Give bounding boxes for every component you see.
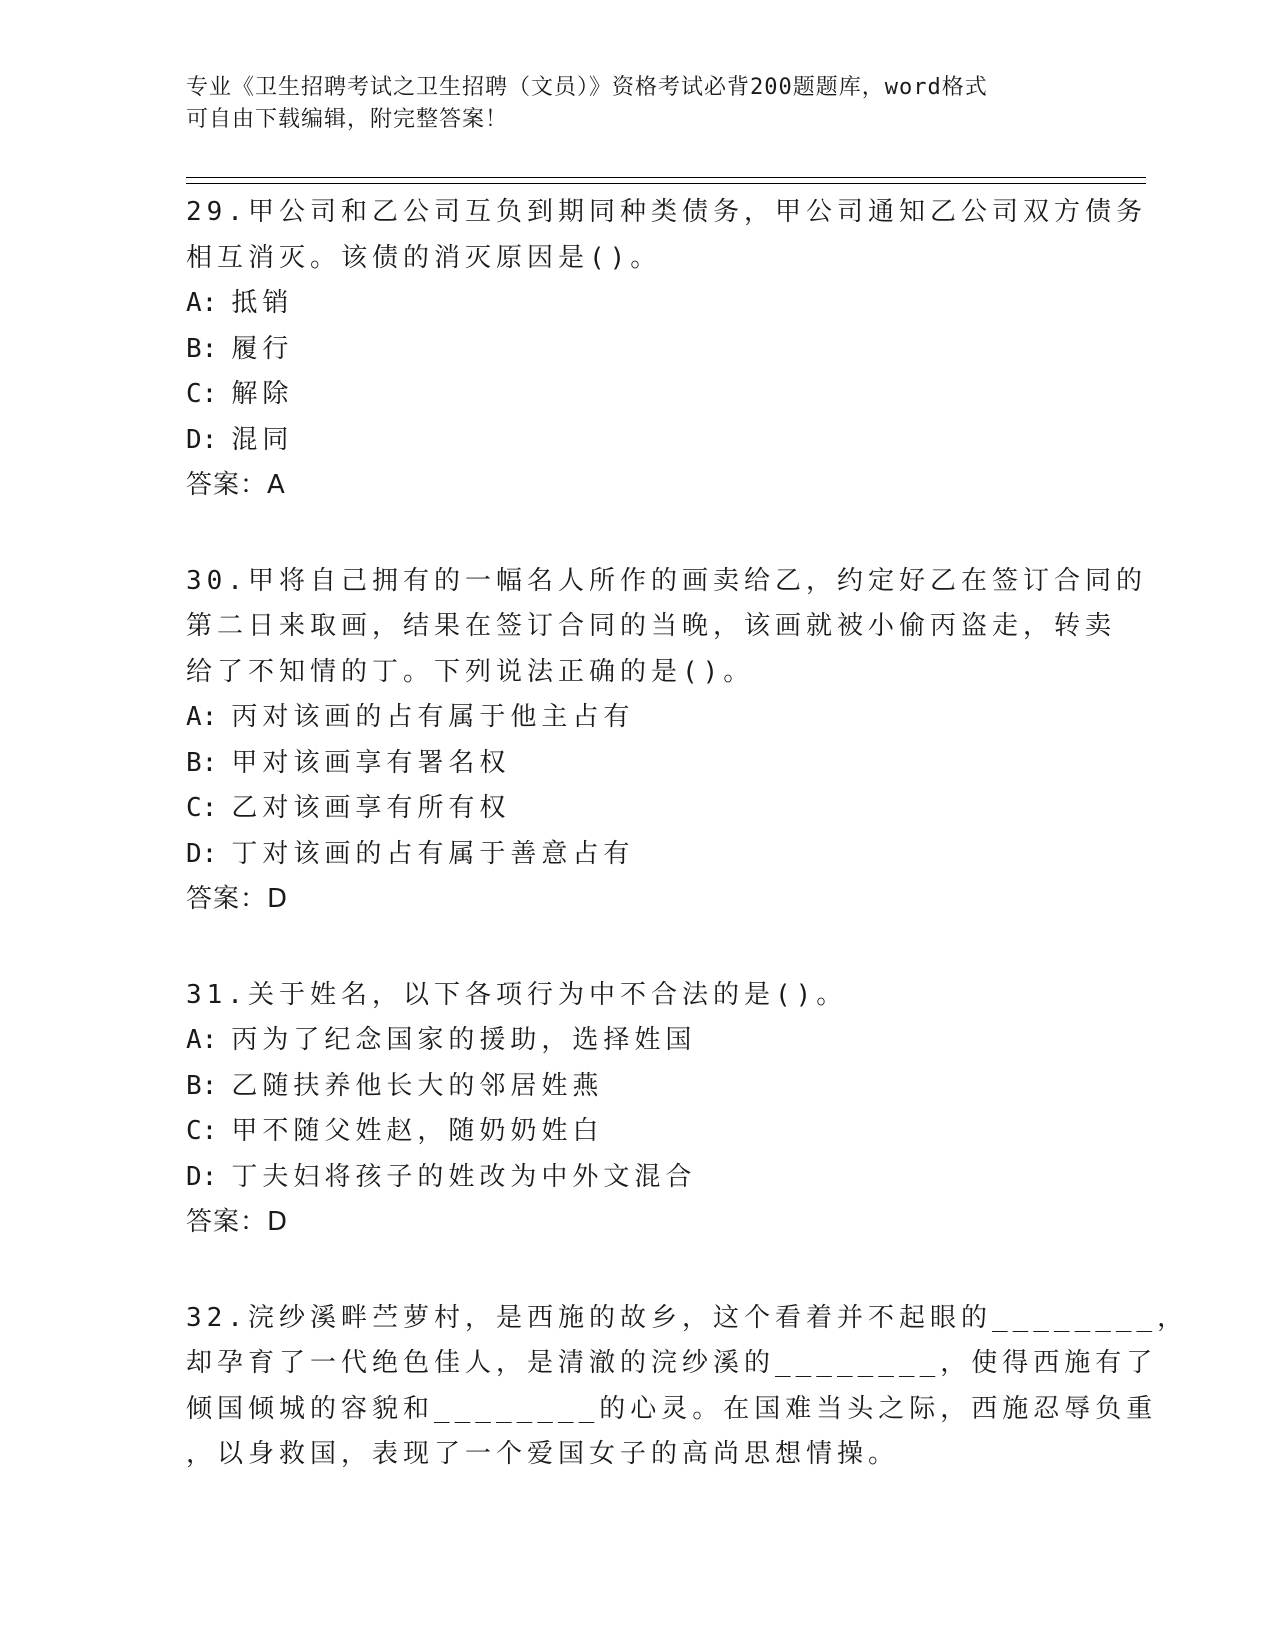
option-key: B: bbox=[186, 333, 218, 364]
option-text: 丙对该画的占有属于他主占有 bbox=[231, 702, 635, 732]
answer-line: 答案：D bbox=[186, 1207, 289, 1237]
question-stem-line: 31.关于姓名，以下各项行为中不合法的是()。 bbox=[186, 979, 848, 1010]
question-stem-line: 倾国倾城的容貌和________的心灵。在国难当头之际，西施忍辱负重 bbox=[186, 1393, 1158, 1424]
question-29 bbox=[186, 190, 1146, 509]
option-text: 丁夫妇将孩子的姓改为中外文混合 bbox=[231, 1161, 697, 1192]
option-key: C: bbox=[186, 1116, 218, 1146]
option-text: 丙为了纪念国家的援助，选择姓国 bbox=[231, 1025, 697, 1055]
question-stem-line: 给了不知情的丁。下列说法正确的是()。 bbox=[186, 656, 755, 687]
question-stem-line: ，以身救国，表现了一个爱国女子的高尚思想情操。 bbox=[186, 1439, 900, 1469]
header-line: 专业《卫生招聘考试之卫生招聘（文员）》资格考试必背200题题库，word格式 bbox=[186, 75, 988, 100]
option-a bbox=[186, 695, 1146, 741]
option-d bbox=[186, 832, 1146, 878]
option-d bbox=[186, 418, 1146, 464]
option-a bbox=[186, 1018, 1146, 1064]
question-stem-line: 第二日来取画，结果在签订合同的当晚，该画就被小偷丙盗走，转卖 bbox=[186, 611, 1117, 641]
option-text: 抵销 bbox=[231, 288, 294, 318]
option-key: D: bbox=[186, 424, 218, 455]
option-c bbox=[186, 786, 1146, 832]
option-c bbox=[186, 1109, 1146, 1155]
option-text: 乙随扶养他长大的邻居姓燕 bbox=[231, 1070, 604, 1101]
header-divider bbox=[186, 177, 1146, 178]
question-31 bbox=[186, 973, 1146, 1246]
question-stem-line: 相互消灭。该债的消灭原因是()。 bbox=[186, 242, 662, 273]
option-d bbox=[186, 1155, 1146, 1201]
question-list bbox=[186, 190, 1189, 1528]
option-text: 混同 bbox=[231, 424, 294, 455]
option-a bbox=[186, 281, 1146, 327]
option-b bbox=[186, 741, 1146, 787]
option-key: D: bbox=[186, 838, 218, 869]
option-key: D: bbox=[186, 1161, 218, 1192]
option-key: C: bbox=[186, 379, 218, 409]
question-stem-line: 却孕育了一代绝色佳人，是清澈的浣纱溪的________，使得西施有了 bbox=[186, 1348, 1158, 1378]
option-b bbox=[186, 1064, 1146, 1110]
option-key: B: bbox=[186, 747, 218, 778]
option-text: 乙对该画享有所有权 bbox=[231, 793, 511, 823]
header-line: 可自由下载编辑，附完整答案！ bbox=[186, 107, 509, 132]
option-c bbox=[186, 372, 1146, 418]
option-text: 解除 bbox=[231, 379, 294, 409]
option-key: A: bbox=[186, 702, 218, 732]
question-30 bbox=[186, 559, 1146, 923]
option-text: 甲不随父姓赵，随奶奶姓白 bbox=[231, 1116, 604, 1146]
option-key: A: bbox=[186, 288, 218, 318]
document-header bbox=[186, 72, 1086, 136]
question-stem-line: 29.甲公司和乙公司互负到期同种类债务，甲公司通知乙公司双方债务 bbox=[186, 197, 1147, 227]
option-key: C: bbox=[186, 793, 218, 823]
option-text: 甲对该画享有署名权 bbox=[231, 747, 511, 778]
question-32 bbox=[186, 1296, 1189, 1478]
question-stem-line: 30.甲将自己拥有的一幅名人所作的画卖给乙，约定好乙在签订合同的 bbox=[186, 565, 1147, 596]
answer-line: 答案：D bbox=[186, 884, 289, 914]
header-divider bbox=[186, 183, 1146, 184]
answer-line: 答案：A bbox=[186, 470, 286, 500]
question-stem-line: 32.浣纱溪畔苎萝村，是西施的故乡，这个看着并不起眼的________， bbox=[186, 1302, 1189, 1333]
option-text: 履行 bbox=[231, 333, 294, 364]
option-b bbox=[186, 327, 1146, 373]
option-text: 丁对该画的占有属于善意占有 bbox=[231, 838, 635, 869]
option-key: B: bbox=[186, 1070, 218, 1101]
option-key: A: bbox=[186, 1025, 218, 1055]
